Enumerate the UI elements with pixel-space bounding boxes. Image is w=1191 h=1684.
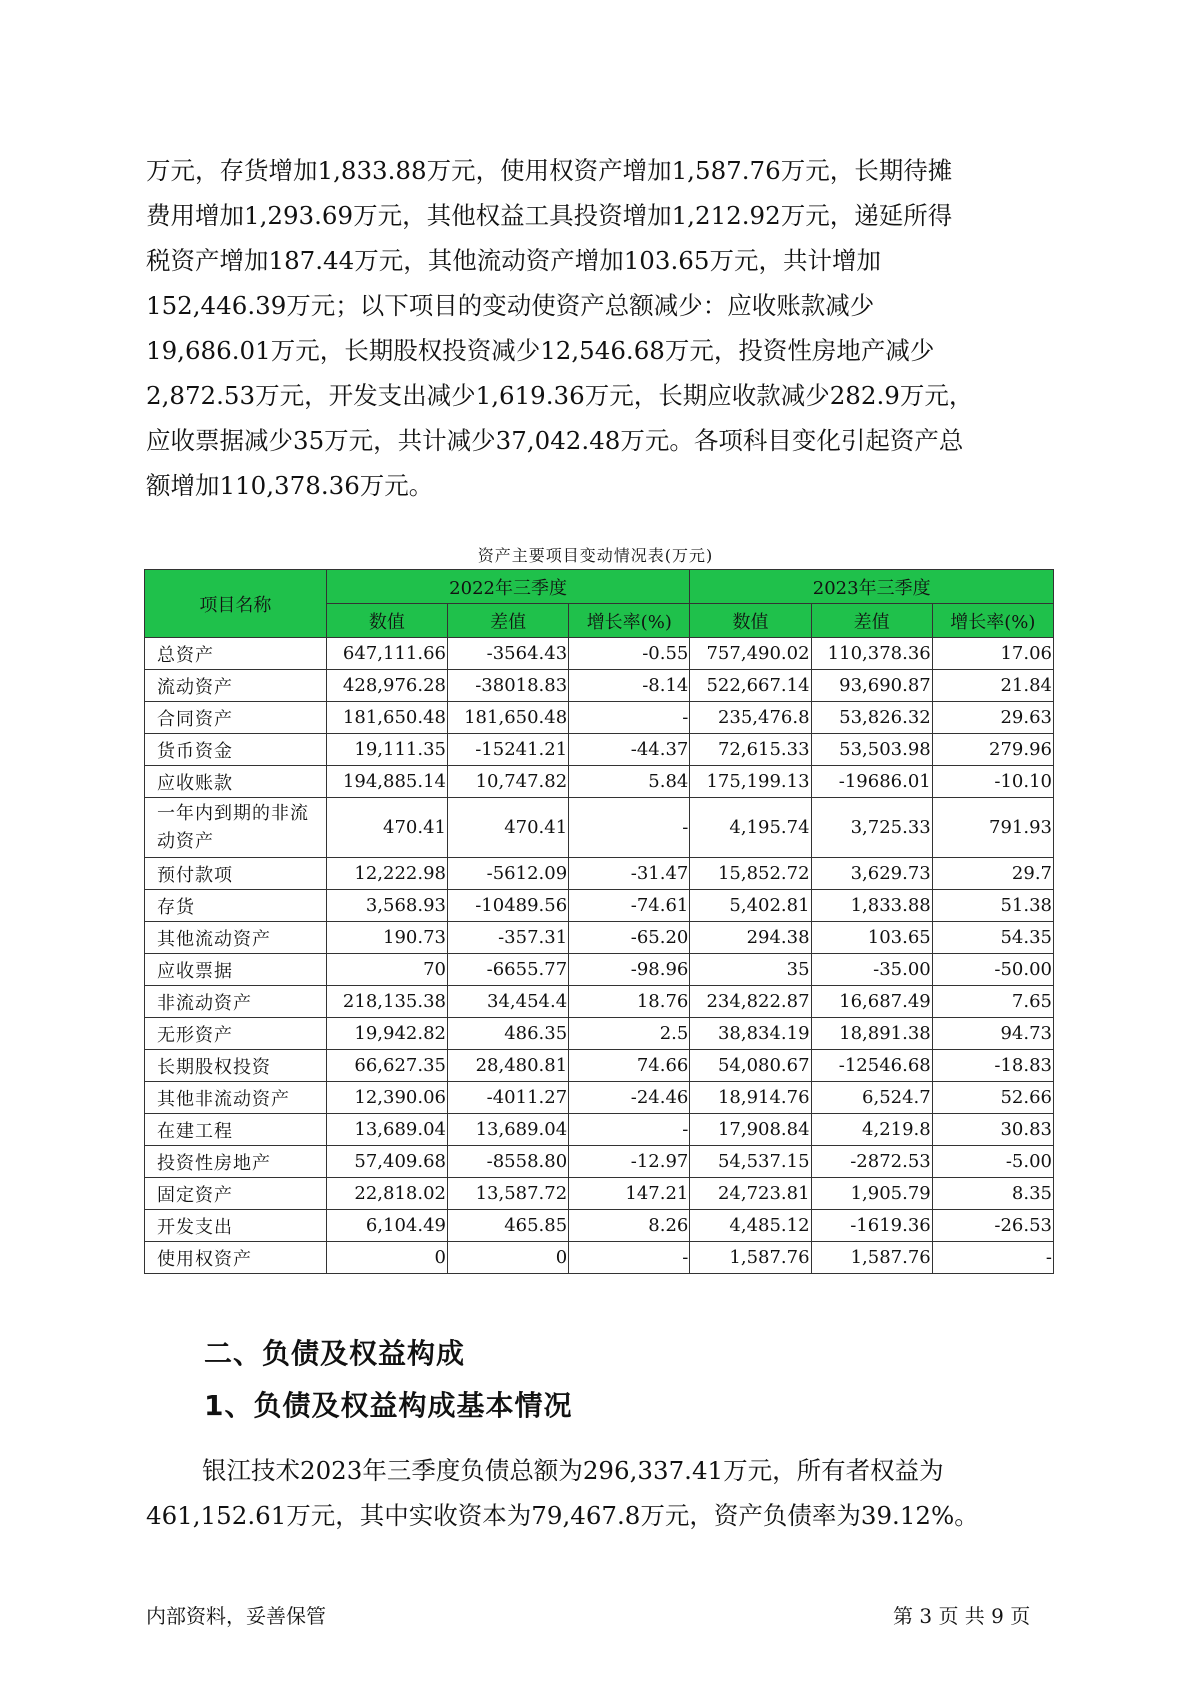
summary-line: 银江技术2023年三季度负债总额为296,337.41万元，所有者权益为 — [202, 1456, 944, 1485]
growth-2023-cell: 51.38 — [932, 890, 1053, 922]
growth-header: 增长率(%) — [932, 604, 1053, 638]
intro-line: 19,686.01万元，长期股权投资减少12,546.68万元，投资性房地产减少 — [146, 336, 935, 365]
growth-2022-cell: 8.26 — [569, 1210, 690, 1242]
table-row — [145, 638, 1054, 670]
item-name-cell: 货币资金 — [145, 734, 327, 766]
item-name-cell: 其他非流动资产 — [145, 1082, 327, 1114]
growth-2022-cell: 5.84 — [569, 766, 690, 798]
table-body — [145, 638, 1054, 1274]
diff-2023-cell: 3,629.73 — [811, 858, 932, 890]
diff-2022-cell: -5612.09 — [447, 858, 568, 890]
value-2022-cell: 70 — [326, 954, 447, 986]
intro-paragraph — [146, 148, 1056, 508]
subsection-heading: 1、负债及权益构成基本情况 — [204, 1389, 573, 1422]
intro-line: 费用增加1,293.69万元，其他权益工具投资增加1,212.92万元，递延所得 — [146, 201, 953, 230]
diff-2023-cell: 93,690.87 — [811, 670, 932, 702]
diff-2022-cell: -10489.56 — [447, 890, 568, 922]
diff-2022-cell: 0 — [447, 1242, 568, 1274]
growth-2022-cell: -98.96 — [569, 954, 690, 986]
table-row — [145, 922, 1054, 954]
table-row — [145, 1114, 1054, 1146]
value-2023-cell: 35 — [690, 954, 811, 986]
item-name-cell: 其他流动资产 — [145, 922, 327, 954]
item-name-cell: 总资产 — [145, 638, 327, 670]
diff-2022-cell: 13,689.04 — [447, 1114, 568, 1146]
value-header: 数值 — [326, 604, 447, 638]
growth-2022-cell: -8.14 — [569, 670, 690, 702]
item-name-cell: 开发支出 — [145, 1210, 327, 1242]
growth-2022-cell: -65.20 — [569, 922, 690, 954]
item-name-cell: 非流动资产 — [145, 986, 327, 1018]
growth-2022-cell: -0.55 — [569, 638, 690, 670]
growth-2022-cell: -44.37 — [569, 734, 690, 766]
asset-change-table — [144, 569, 1054, 1274]
diff-2022-cell: -357.31 — [447, 922, 568, 954]
diff-2023-cell: -19686.01 — [811, 766, 932, 798]
diff-header: 差值 — [447, 604, 568, 638]
growth-2022-cell: - — [569, 1242, 690, 1274]
growth-header: 增长率(%) — [569, 604, 690, 638]
value-2023-cell: 5,402.81 — [690, 890, 811, 922]
value-2023-cell: 1,587.76 — [690, 1242, 811, 1274]
growth-2022-cell: 2.5 — [569, 1018, 690, 1050]
value-2023-cell: 54,537.15 — [690, 1146, 811, 1178]
diff-2022-cell: 486.35 — [447, 1018, 568, 1050]
diff-2022-cell: -8558.80 — [447, 1146, 568, 1178]
table-row — [145, 1050, 1054, 1082]
diff-2022-cell: -4011.27 — [447, 1082, 568, 1114]
diff-2023-cell: 110,378.36 — [811, 638, 932, 670]
item-name-header: 项目名称 — [145, 570, 327, 638]
value-2022-cell: 194,885.14 — [326, 766, 447, 798]
diff-header: 差值 — [811, 604, 932, 638]
value-2022-cell: 3,568.93 — [326, 890, 447, 922]
intro-line: 152,446.39万元；以下项目的变动使资产总额减少：应收账款减少 — [146, 291, 875, 320]
growth-2023-cell: 8.35 — [932, 1178, 1053, 1210]
growth-2023-cell: 29.63 — [932, 702, 1053, 734]
diff-2023-cell: -35.00 — [811, 954, 932, 986]
growth-2023-cell: -5.00 — [932, 1146, 1053, 1178]
growth-2023-cell: 21.84 — [932, 670, 1053, 702]
value-2023-cell: 294.38 — [690, 922, 811, 954]
growth-2023-cell: 17.06 — [932, 638, 1053, 670]
growth-2023-cell: 7.65 — [932, 986, 1053, 1018]
diff-2022-cell: 465.85 — [447, 1210, 568, 1242]
diff-2023-cell: 18,891.38 — [811, 1018, 932, 1050]
growth-2023-cell: 52.66 — [932, 1082, 1053, 1114]
value-2023-cell: 4,195.74 — [690, 798, 811, 858]
growth-2022-cell: -74.61 — [569, 890, 690, 922]
diff-2023-cell: 53,503.98 — [811, 734, 932, 766]
value-2023-cell: 24,723.81 — [690, 1178, 811, 1210]
value-2022-cell: 12,222.98 — [326, 858, 447, 890]
value-2022-cell: 0 — [326, 1242, 447, 1274]
table-row — [145, 702, 1054, 734]
diff-2022-cell: -3564.43 — [447, 638, 568, 670]
growth-2022-cell: 18.76 — [569, 986, 690, 1018]
diff-2023-cell: 3,725.33 — [811, 798, 932, 858]
value-2022-cell: 19,942.82 — [326, 1018, 447, 1050]
diff-2023-cell: 53,826.32 — [811, 702, 932, 734]
growth-2023-cell: -26.53 — [932, 1210, 1053, 1242]
period-2022-header: 2022年三季度 — [326, 570, 690, 604]
growth-2022-cell: 74.66 — [569, 1050, 690, 1082]
table-row — [145, 986, 1054, 1018]
growth-2023-cell: 279.96 — [932, 734, 1053, 766]
growth-2023-cell: -18.83 — [932, 1050, 1053, 1082]
table-row — [145, 734, 1054, 766]
value-2023-cell: 234,822.87 — [690, 986, 811, 1018]
diff-2023-cell: 6,524.7 — [811, 1082, 932, 1114]
item-name-cell: 长期股权投资 — [145, 1050, 327, 1082]
table-row — [145, 1018, 1054, 1050]
diff-2023-cell: 1,905.79 — [811, 1178, 932, 1210]
growth-2022-cell: - — [569, 702, 690, 734]
value-2023-cell: 54,080.67 — [690, 1050, 811, 1082]
diff-2023-cell: -1619.36 — [811, 1210, 932, 1242]
diff-2022-cell: 181,650.48 — [447, 702, 568, 734]
value-2022-cell: 428,976.28 — [326, 670, 447, 702]
diff-2023-cell: 16,687.49 — [811, 986, 932, 1018]
value-2022-cell: 470.41 — [326, 798, 447, 858]
value-2022-cell: 57,409.68 — [326, 1146, 447, 1178]
growth-2023-cell: 29.7 — [932, 858, 1053, 890]
item-name-cell: 无形资产 — [145, 1018, 327, 1050]
value-2023-cell: 235,476.8 — [690, 702, 811, 734]
value-header: 数值 — [690, 604, 811, 638]
value-2023-cell: 175,199.13 — [690, 766, 811, 798]
table-row — [145, 1082, 1054, 1114]
growth-2023-cell: 791.93 — [932, 798, 1053, 858]
value-2022-cell: 66,627.35 — [326, 1050, 447, 1082]
intro-line: 税资产增加187.44万元，其他流动资产增加103.65万元，共计增加 — [146, 246, 881, 275]
value-2023-cell: 4,485.12 — [690, 1210, 811, 1242]
value-2022-cell: 647,111.66 — [326, 638, 447, 670]
diff-2023-cell: -12546.68 — [811, 1050, 932, 1082]
growth-2022-cell: - — [569, 1114, 690, 1146]
item-name-cell: 预付款项 — [145, 858, 327, 890]
item-name-cell: 合同资产 — [145, 702, 327, 734]
intro-line: 2,872.53万元，开发支出减少1,619.36万元，长期应收款减少282.9万元， — [146, 381, 974, 410]
table-row — [145, 1178, 1054, 1210]
summary-line: 461,152.61万元，其中实收资本为79,467.8万元，资产负债率为39.12%。 — [146, 1501, 979, 1530]
item-name-cell: 使用权资产 — [145, 1242, 327, 1274]
growth-2022-cell: 147.21 — [569, 1178, 690, 1210]
intro-line: 额增加110,378.36万元。 — [146, 471, 434, 500]
value-2022-cell: 22,818.02 — [326, 1178, 447, 1210]
value-2023-cell: 38,834.19 — [690, 1018, 811, 1050]
value-2022-cell: 190.73 — [326, 922, 447, 954]
diff-2023-cell: 103.65 — [811, 922, 932, 954]
table-row — [145, 954, 1054, 986]
section-heading: 二、负债及权益构成 — [204, 1337, 466, 1370]
summary-paragraph — [146, 1448, 1056, 1538]
diff-2022-cell: 28,480.81 — [447, 1050, 568, 1082]
growth-2022-cell: -31.47 — [569, 858, 690, 890]
growth-2022-cell: - — [569, 798, 690, 858]
table-row — [145, 1146, 1054, 1178]
item-name-cell: 一年内到期的非流动资产 — [145, 798, 327, 858]
footer-note: 内部资料，妥善保管 — [146, 1604, 326, 1628]
diff-2022-cell: 13,587.72 — [447, 1178, 568, 1210]
growth-2023-cell: -10.10 — [932, 766, 1053, 798]
growth-2023-cell: 54.35 — [932, 922, 1053, 954]
growth-2023-cell: 30.83 — [932, 1114, 1053, 1146]
diff-2022-cell: -15241.21 — [447, 734, 568, 766]
value-2023-cell: 17,908.84 — [690, 1114, 811, 1146]
value-2023-cell: 522,667.14 — [690, 670, 811, 702]
item-name-cell: 应收账款 — [145, 766, 327, 798]
table-row — [145, 670, 1054, 702]
item-name-cell: 在建工程 — [145, 1114, 327, 1146]
item-name-cell: 存货 — [145, 890, 327, 922]
value-2022-cell: 12,390.06 — [326, 1082, 447, 1114]
item-name-cell: 固定资产 — [145, 1178, 327, 1210]
intro-line: 应收票据减少35万元，共计减少37,042.48万元。各项科目变化引起资产总 — [146, 426, 964, 455]
diff-2023-cell: 1,833.88 — [811, 890, 932, 922]
growth-2023-cell: - — [932, 1242, 1053, 1274]
table-row — [145, 1210, 1054, 1242]
diff-2022-cell: -6655.77 — [447, 954, 568, 986]
value-2022-cell: 181,650.48 — [326, 702, 447, 734]
value-2022-cell: 13,689.04 — [326, 1114, 447, 1146]
item-name-cell: 流动资产 — [145, 670, 327, 702]
value-2023-cell: 72,615.33 — [690, 734, 811, 766]
diff-2022-cell: 10,747.82 — [447, 766, 568, 798]
value-2022-cell: 218,135.38 — [326, 986, 447, 1018]
value-2022-cell: 6,104.49 — [326, 1210, 447, 1242]
diff-2023-cell: 4,219.8 — [811, 1114, 932, 1146]
growth-2022-cell: -24.46 — [569, 1082, 690, 1114]
diff-2022-cell: 470.41 — [447, 798, 568, 858]
value-2023-cell: 15,852.72 — [690, 858, 811, 890]
table-caption: 资产主要项目变动情况表(万元) — [477, 546, 714, 565]
value-2023-cell: 18,914.76 — [690, 1082, 811, 1114]
table-row — [145, 798, 1054, 858]
growth-2022-cell: -12.97 — [569, 1146, 690, 1178]
table-row — [145, 890, 1054, 922]
growth-2023-cell: 94.73 — [932, 1018, 1053, 1050]
item-name-cell: 投资性房地产 — [145, 1146, 327, 1178]
diff-2022-cell: 34,454.4 — [447, 986, 568, 1018]
period-2023-header: 2023年三季度 — [690, 570, 1054, 604]
page-number: 第 3 页 共 9 页 — [893, 1604, 1031, 1628]
diff-2022-cell: -38018.83 — [447, 670, 568, 702]
diff-2023-cell: 1,587.76 — [811, 1242, 932, 1274]
item-name-cell: 应收票据 — [145, 954, 327, 986]
table-row — [145, 858, 1054, 890]
table-row — [145, 1242, 1054, 1274]
growth-2023-cell: -50.00 — [932, 954, 1053, 986]
value-2023-cell: 757,490.02 — [690, 638, 811, 670]
diff-2023-cell: -2872.53 — [811, 1146, 932, 1178]
table-row — [145, 766, 1054, 798]
intro-line: 万元，存货增加1,833.88万元，使用权资产增加1,587.76万元，长期待摊 — [146, 156, 953, 185]
value-2022-cell: 19,111.35 — [326, 734, 447, 766]
